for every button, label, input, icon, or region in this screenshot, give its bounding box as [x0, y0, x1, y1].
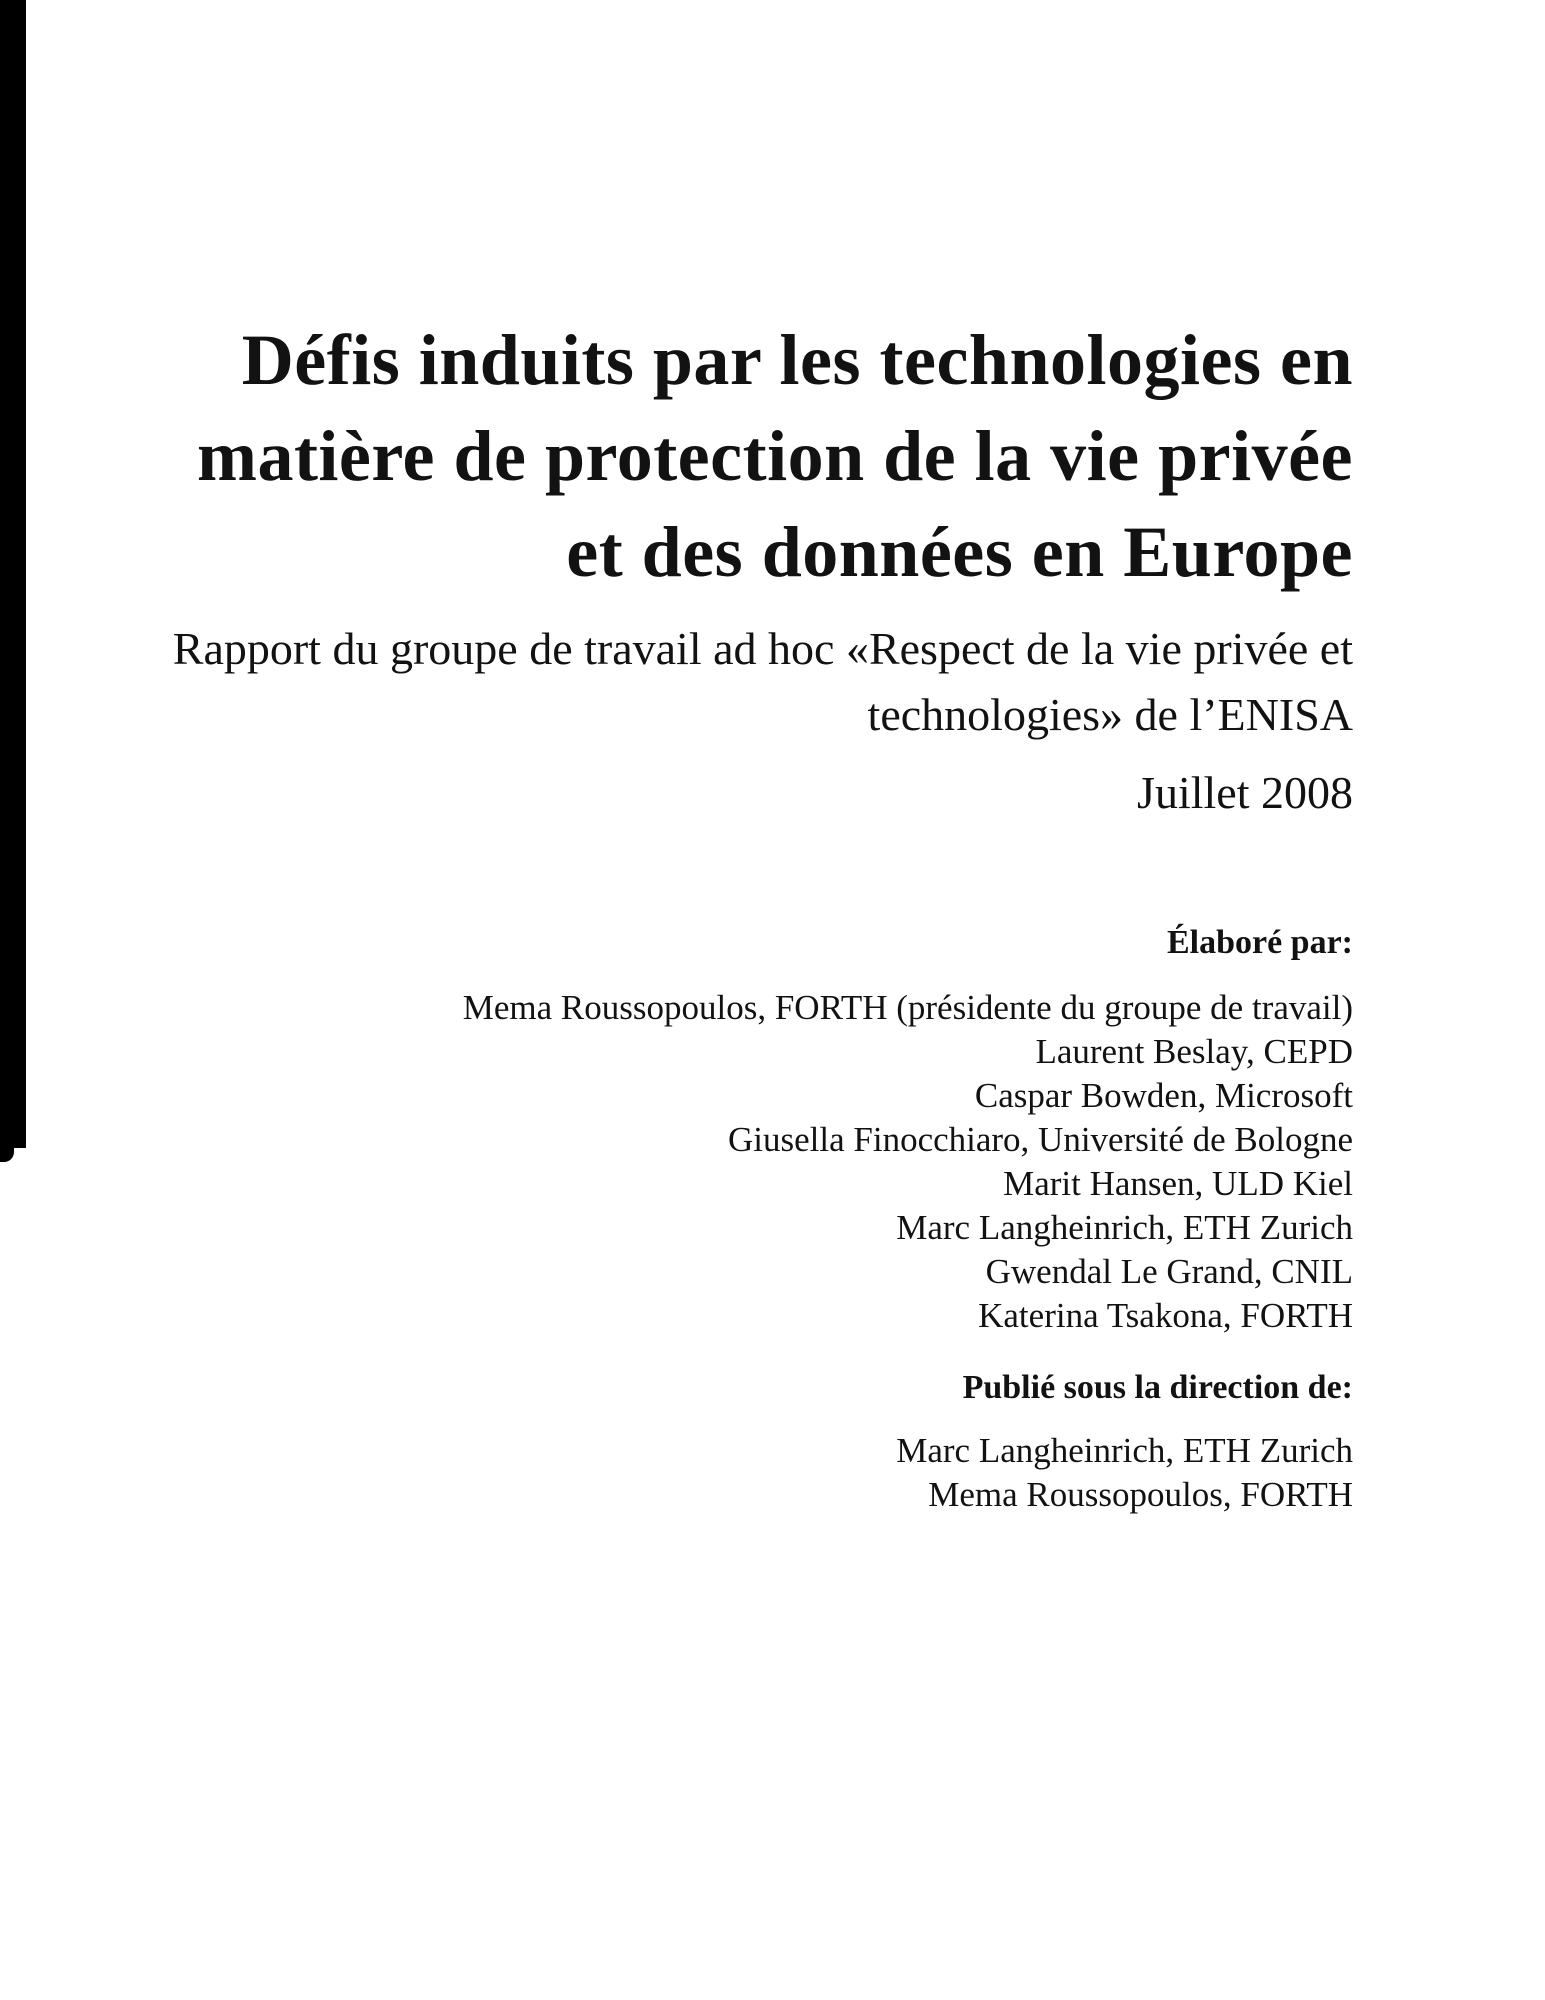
author-name: Gwendal Le Grand, CNIL [985, 1252, 1353, 1291]
report-date: Juillet 2008 [1137, 767, 1353, 818]
author-name: Marit Hansen, ULD Kiel [1003, 1164, 1353, 1203]
authors-list [60, 986, 1353, 1338]
scan-edge-artifact [0, 0, 26, 1148]
author-name: Katerina Tsakona, FORTH [978, 1296, 1353, 1335]
author-name: Mema Roussopoulos, FORTH (présidente du groupe de travail) [462, 988, 1353, 1027]
title-line: et des données en Europe [566, 512, 1353, 592]
author-name: Caspar Bowden, Microsoft [974, 1076, 1353, 1115]
report-title [60, 312, 1353, 600]
editors-list [60, 1429, 1353, 1517]
author-name: Giusella Finocchiaro, Université de Bologne [728, 1120, 1353, 1159]
author-name: Marc Langheinrich, ETH Zurich [896, 1208, 1353, 1247]
editor-name: Marc Langheinrich, ETH Zurich [896, 1431, 1353, 1470]
subtitle-line: technologies» de l’ENISA [867, 689, 1353, 740]
report-subtitle [60, 616, 1353, 748]
title-line: Défis induits par les technologies en [241, 320, 1353, 400]
title-line: matière de protection de la vie privée [196, 416, 1353, 496]
editors-heading: Publié sous la direction de: [962, 1369, 1353, 1406]
author-name: Laurent Beslay, CEPD [1035, 1032, 1353, 1071]
subtitle-line: Rapport du groupe de travail ad hoc «Respect de la vie privée et [172, 623, 1353, 674]
authors-heading: Élaboré par: [1166, 924, 1353, 961]
editor-name: Mema Roussopoulos, FORTH [928, 1475, 1353, 1514]
